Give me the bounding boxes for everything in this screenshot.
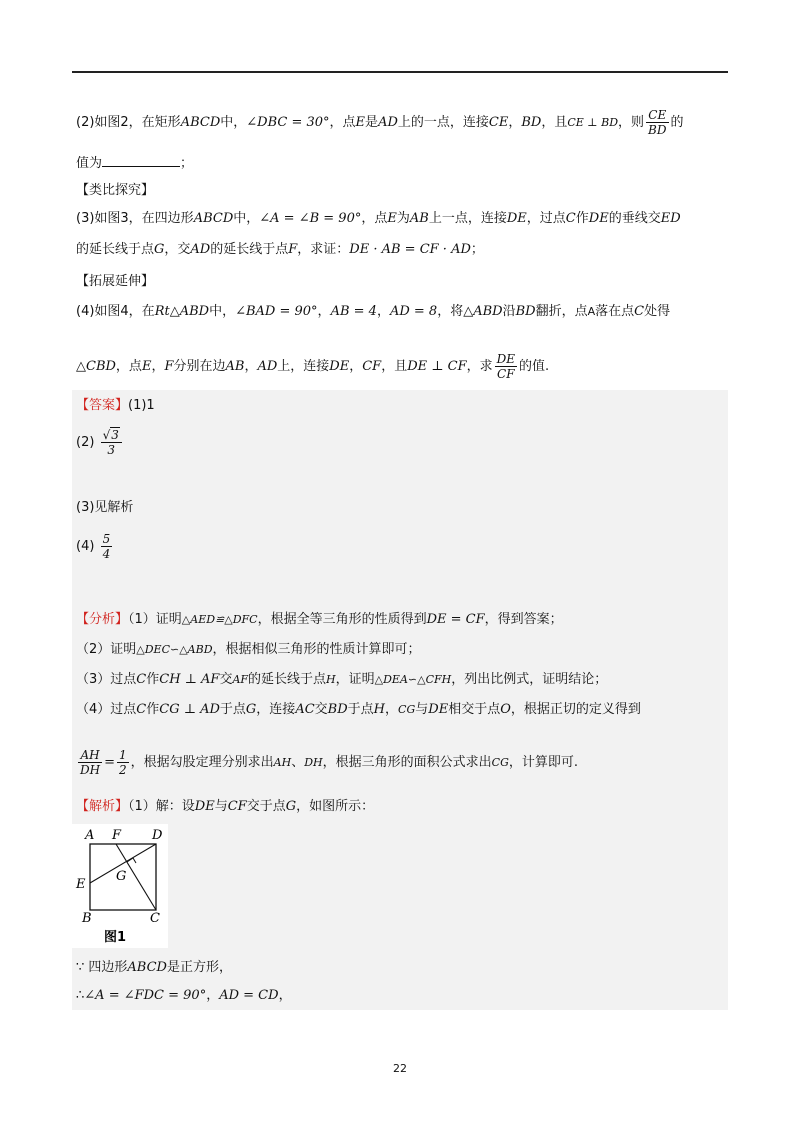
frac-num: √3: [101, 428, 122, 443]
label-b: B: [82, 911, 92, 926]
q3-math: ED: [660, 211, 681, 226]
analysis-line2: [76, 640, 421, 660]
q3-text: ，点: [361, 211, 388, 226]
analysis-line4: [76, 700, 641, 720]
q2-line2: [76, 152, 193, 174]
analysis-text: 作: [146, 702, 160, 717]
analysis-math: DH: [304, 756, 323, 769]
solution-text: ∵ 四边形: [76, 960, 128, 975]
label-e: E: [76, 877, 86, 892]
q2-text: 的: [670, 115, 684, 130]
q4-text: 落在点: [595, 304, 635, 319]
answer-label: 【答案】: [76, 398, 129, 413]
analysis-line5: [76, 748, 578, 777]
q4-fraction: [495, 352, 517, 381]
solution-text: 交于点: [246, 799, 286, 814]
frac-num: DE: [496, 352, 515, 366]
q2-text: ；: [180, 156, 194, 171]
solution-math: ∠A = ∠FDC = 90°: [84, 988, 207, 1003]
frac-den: BD: [648, 123, 667, 137]
q4-text: (4)如图4，在: [76, 304, 155, 319]
solution-line1: [76, 797, 374, 817]
q4-text: ，将: [437, 304, 464, 319]
label-c: C: [150, 911, 160, 926]
analysis-math: AH: [273, 756, 292, 769]
q4-math: BD: [515, 304, 536, 319]
ratio-value-fraction: [117, 748, 129, 777]
analysis-label: 【分析】: [76, 612, 129, 627]
analysis-text: 、: [291, 755, 305, 770]
page-number: 22: [393, 1062, 407, 1075]
analysis-math: △DEC∽△ABD: [136, 643, 213, 656]
analysis-math: △AED≌△DFC: [181, 613, 258, 626]
q4-math: AB: [225, 359, 245, 374]
q3-text: ，交: [164, 242, 191, 257]
q2-text: ，且: [541, 115, 568, 130]
solution-text: ∴: [76, 988, 85, 1003]
analysis-text: ，根据三角形的面积公式求出: [322, 755, 492, 770]
q2-math: E: [355, 115, 366, 130]
q4-math: Rt△ABD: [154, 304, 210, 319]
analysis-math: C: [136, 672, 147, 687]
answer-2-fraction: [101, 428, 122, 457]
solution-text: （1）解：设: [128, 799, 195, 814]
analysis-math: CG: [491, 756, 509, 769]
analysis-text: 于点: [347, 702, 374, 717]
q3-math: ∠A = ∠B = 90°: [259, 211, 362, 226]
q3-math: G: [154, 242, 165, 257]
solution-label: 【解析】: [76, 799, 129, 814]
answer-3: (3)见解析: [76, 500, 134, 515]
q4-math: E: [141, 359, 152, 374]
q3-text: 的延长线于点: [76, 242, 155, 257]
q4-math: F: [164, 359, 174, 374]
solution-text: 是正方形，: [166, 960, 232, 975]
q2-text: 是: [365, 115, 379, 130]
q3-text: 为: [396, 211, 410, 226]
answer-2-prefix: (2): [76, 435, 95, 450]
label-f: F: [112, 828, 122, 843]
solution-math: AD = CD: [219, 988, 279, 1003]
label-a: A: [85, 828, 95, 843]
solution-line3: [76, 986, 292, 1006]
q2-text: 中，: [220, 115, 247, 130]
q4-text: 翻折，点: [535, 304, 588, 319]
analysis-math: DE = CF: [426, 612, 485, 627]
analysis-math: G: [245, 702, 257, 717]
q3-text: (3)如图3，在四边形: [76, 211, 194, 226]
answer-4-prefix: (4): [76, 539, 95, 554]
q3-math: F: [288, 242, 298, 257]
q3-math: DE · AB = CF · AD: [349, 242, 471, 257]
answer-blank[interactable]: [102, 152, 180, 167]
frac-num: CE: [646, 108, 668, 123]
q4-text: 处得: [644, 304, 671, 319]
q2-text: ，: [508, 115, 522, 130]
q3-text: 的垂线交: [608, 211, 661, 226]
q3-text: 上一点，连接: [428, 211, 507, 226]
q4-text: ，且: [381, 359, 408, 374]
analysis-text: 交: [219, 672, 233, 687]
q3-math: DE: [588, 211, 609, 226]
q3-math: C: [565, 211, 576, 226]
analysis-math: △DEA∽△CFH: [374, 673, 452, 686]
frac-den: DH: [80, 763, 101, 777]
frac-den: 2: [119, 763, 127, 777]
q4-text: 上，连接: [277, 359, 330, 374]
q4-math: △ABD: [463, 304, 503, 319]
analysis-math: CH ⊥ AF: [159, 672, 220, 687]
q3-line2: [76, 240, 484, 260]
q2-text: 上的一点，连接: [397, 115, 489, 130]
q4-text: ，: [244, 359, 258, 374]
radicand: 3: [111, 428, 119, 442]
q4-text: 的值.: [519, 359, 550, 374]
analysis-math: AC: [295, 702, 315, 717]
answer-line1: [76, 396, 155, 416]
q3-math: AB: [409, 211, 429, 226]
q2-text: 值为: [76, 156, 103, 171]
ratio-fraction: [78, 748, 102, 777]
q3-math: ABCD: [193, 211, 234, 226]
answer-1: (1)1: [128, 398, 155, 413]
q4-math: AB = 4: [330, 304, 377, 319]
q2-text: (2)如图2，在矩形: [76, 115, 181, 130]
analysis-text: ，根据正切的定义得到: [510, 702, 641, 717]
analysis-text: 相交于点: [448, 702, 501, 717]
answer-line2: [76, 428, 124, 457]
q4-math: DE ⊥ CF: [407, 359, 467, 374]
q4-math: CF: [362, 359, 382, 374]
analysis-text: ，证明: [335, 672, 375, 687]
analysis-text: 交: [314, 702, 328, 717]
analysis-math: DE: [428, 702, 449, 717]
frac-num: AH: [78, 748, 102, 763]
frac-num: 1: [119, 748, 127, 762]
q4-text: 沿: [502, 304, 516, 319]
analysis-text: 于点: [219, 702, 246, 717]
analysis-text: （2）证明: [76, 642, 137, 657]
analysis-math: C: [136, 702, 147, 717]
analysis-math: O: [500, 702, 511, 717]
analysis-math: AF: [232, 673, 249, 686]
solution-math: CF: [227, 799, 247, 814]
analysis-text: （4）过点: [76, 702, 137, 717]
q4-line1: [76, 302, 670, 322]
frac-den: CF: [497, 367, 515, 381]
solution-math: ABCD: [127, 960, 167, 975]
q4-text: 中，: [209, 304, 236, 319]
solution-line2: [76, 958, 232, 978]
solution-math: DE: [194, 799, 215, 814]
analysis-text: ，根据相似三角形的性质计算即可；: [212, 642, 421, 657]
q2-math: ∠DBC = 30°: [246, 115, 330, 130]
q4-text: ，: [376, 304, 390, 319]
figure-1: [72, 824, 168, 948]
q4-text: ，: [317, 304, 331, 319]
analysis-text: ，根据全等三角形的性质得到: [257, 612, 427, 627]
q3-math: E: [387, 211, 397, 226]
analysis-math: CG ⊥ AD: [159, 702, 220, 717]
q4-math: AD: [257, 359, 278, 374]
analysis-text: ，根据勾股定理分别求出: [130, 755, 274, 770]
q2-math: AD: [378, 115, 398, 130]
analysis-text: 的延长线于点: [248, 672, 327, 687]
frac-den: 4: [102, 547, 111, 561]
solution-text: ，: [278, 988, 292, 1003]
q4-text: ，: [151, 359, 165, 374]
label-d: D: [152, 828, 163, 843]
figure-caption: 图1: [104, 930, 127, 945]
q2-fraction: [646, 108, 668, 137]
analysis-math: BD: [327, 702, 348, 717]
q2-text: ，则: [618, 115, 645, 130]
q4-math: DE: [329, 359, 350, 374]
q4-text: ，点: [115, 359, 142, 374]
q2-math: ABCD: [180, 115, 221, 130]
analysis-text: ，列出比例式，证明结论；: [451, 672, 608, 687]
analysis-line1: [76, 610, 563, 630]
solution-text: ，如图所示：: [296, 799, 375, 814]
q4-math: A: [587, 305, 596, 318]
q3-math: AD: [190, 242, 211, 257]
q2-text: ，点: [329, 115, 356, 130]
analysis-text: 与: [415, 702, 429, 717]
solution-text: 与: [214, 799, 228, 814]
analysis-math: H: [326, 673, 336, 686]
section-extend: 【拓展延伸】: [76, 274, 155, 289]
frac-den: 3: [107, 443, 116, 457]
q3-text: 作: [575, 211, 589, 226]
analysis-math: =: [104, 755, 115, 770]
analysis-text: ，: [385, 702, 399, 717]
solution-math: G: [285, 799, 297, 814]
q3-text: ；: [470, 242, 484, 257]
q4-math: AD = 8: [389, 304, 438, 319]
q3-math: DE: [506, 211, 527, 226]
right-angle-mark: [127, 858, 136, 863]
q2-line1: [76, 108, 684, 137]
analysis-text: ，连接: [256, 702, 296, 717]
q3-text: ，过点: [526, 211, 566, 226]
q2-math: CE ⊥ BD: [567, 116, 619, 129]
q4-math: C: [634, 304, 645, 319]
q4-text: ，求: [466, 359, 493, 374]
answer-4-fraction: [101, 532, 113, 561]
analysis-math: H: [373, 702, 386, 717]
q4-line2: [76, 352, 549, 381]
q2-math: BD: [521, 115, 542, 130]
analysis-text: ，得到答案；: [484, 612, 563, 627]
analysis-math: CG: [398, 703, 416, 716]
q3-text: 中，: [233, 211, 260, 226]
analysis-text: （3）过点: [76, 672, 137, 687]
solution-text: ，: [206, 988, 220, 1003]
answer-line4: [76, 532, 114, 561]
q3-text: ，求证：: [297, 242, 350, 257]
label-g: G: [116, 869, 127, 884]
analysis-line3: [76, 670, 607, 690]
figure-1-diagram: [72, 824, 168, 948]
analysis-text: ，计算即可.: [508, 755, 579, 770]
q4-math: △CBD: [76, 359, 116, 374]
q3-text: 的延长线于点: [210, 242, 289, 257]
q4-text: ，: [349, 359, 363, 374]
section-analogy: 【类比探究】: [76, 183, 155, 198]
analysis-text: （1）证明: [128, 612, 182, 627]
header-rule: [72, 71, 728, 73]
q3-line1: [76, 209, 681, 229]
q2-math: CE: [488, 115, 509, 130]
analysis-text: 作: [146, 672, 160, 687]
frac-num: 5: [102, 532, 111, 546]
q4-text: 分别在边: [173, 359, 226, 374]
q4-math: ∠BAD = 90°: [235, 304, 318, 319]
